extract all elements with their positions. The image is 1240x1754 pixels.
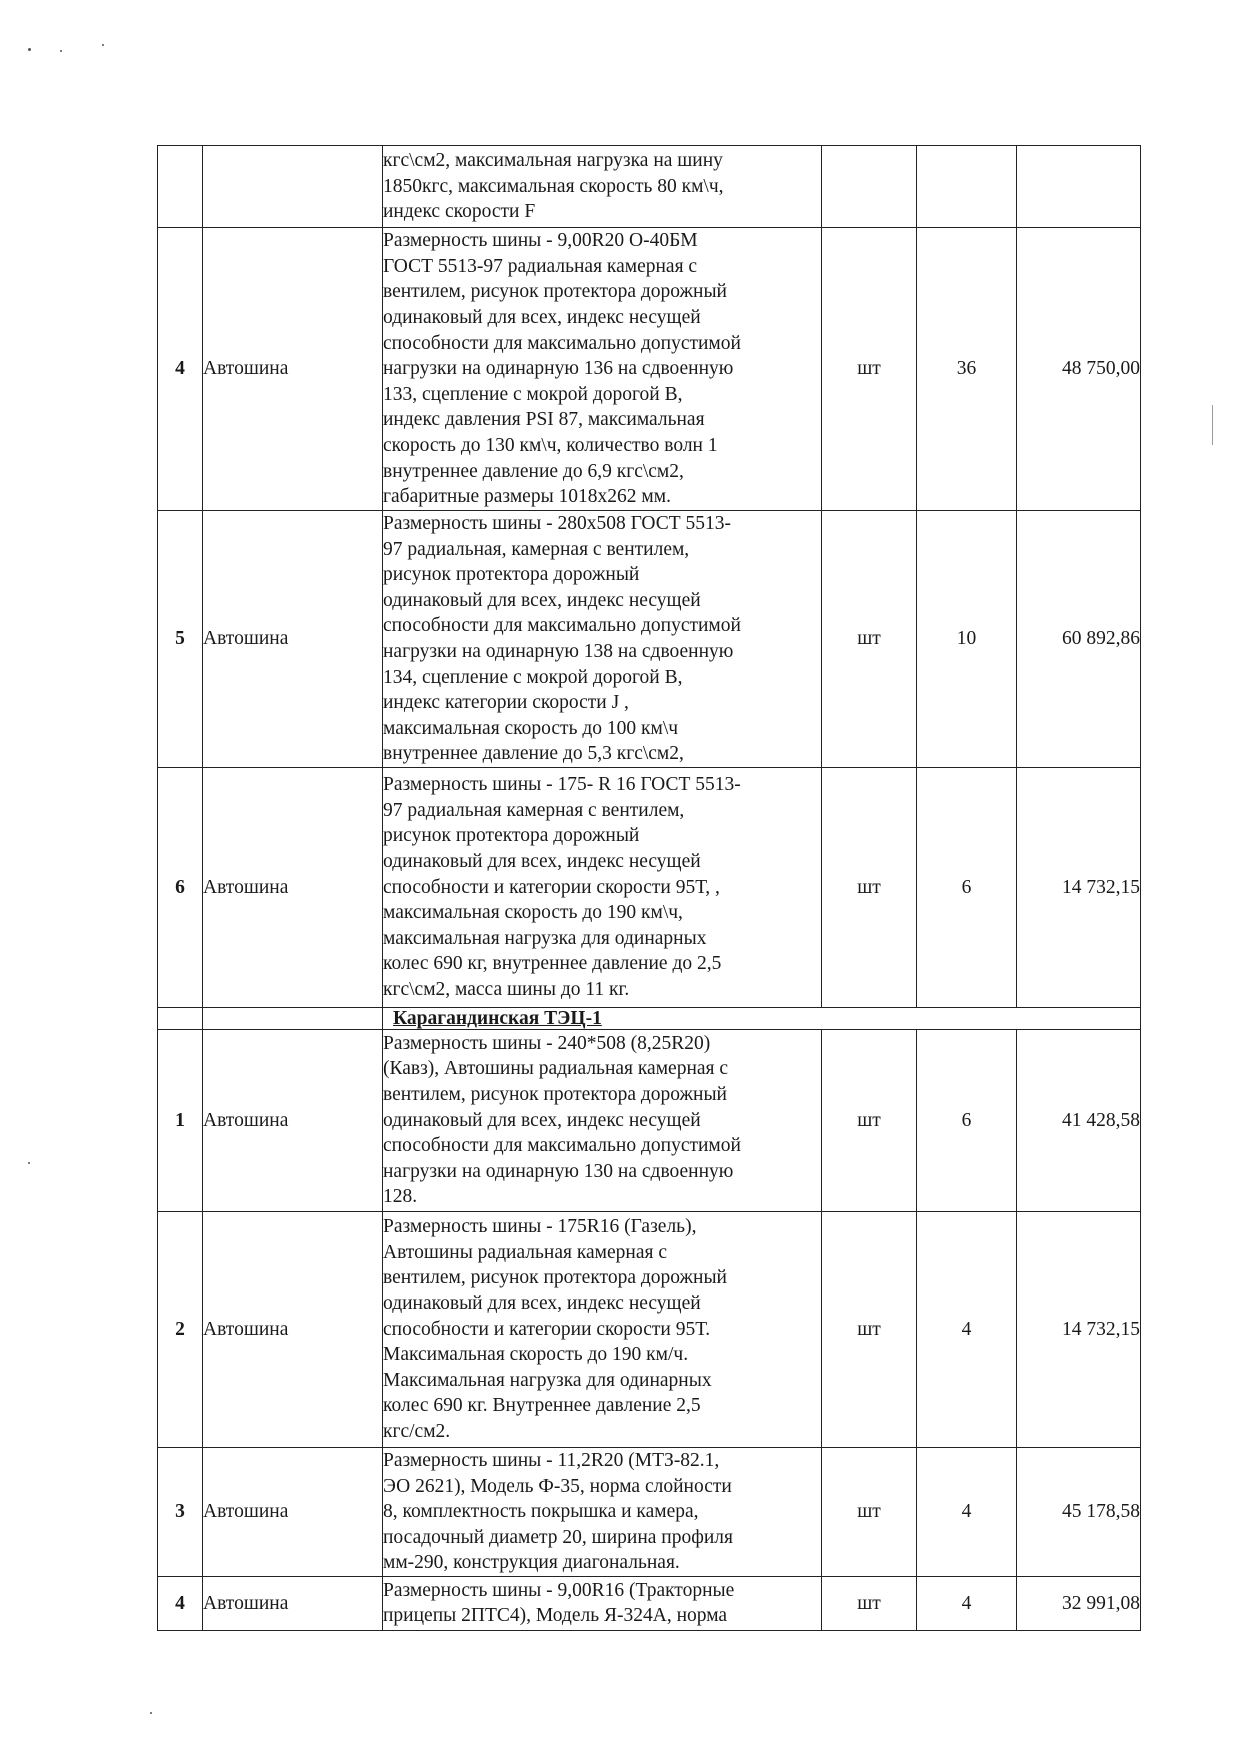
quantity: 6: [917, 1029, 1017, 1211]
description-text: кгс\см2, максимальная нагрузка на шину 1850кгс, максимальная скорость 80 км\ч, индекс скорости F: [383, 150, 724, 223]
section-header-row: [158, 1007, 1141, 1029]
unit-of-measure: шт: [822, 1447, 917, 1576]
table-row: [158, 1211, 1141, 1447]
product-name: Автошина: [203, 228, 383, 511]
unit-of-measure: шт: [822, 1211, 917, 1447]
unit-price: 41 428,58: [1017, 1029, 1141, 1211]
quantity: 6: [917, 767, 1017, 1007]
unit-price: 60 892,86: [1017, 511, 1141, 768]
description-text: Размерность шины - 280х508 ГОСТ 5513- 97 радиальная, камерная с вентилем, рисунок протектора дорожный одинаковый для всех, индекс несущей способности для максимально допустимой нагрузки на одинарную 138 на сдвоенную 134, сцепление с мокрой дорогой В, индекс категории скорости J , максимальная скорость до 100 км\ч внутреннее давление до 5,3 кгс\см2,: [383, 513, 741, 765]
description-text: Размерность шины - 175- R 16 ГОСТ 5513- 97 радиальная камерная с вентилем, рисунок протектора дорожный одинаковый для всех, индекс несущей способности и категории скорости 95Т, , максимальная скорость до 190 км\ч, максимальная нагрузка для одинарных колес 690 кг, внутреннее давление до 2,5 кгс\см2, масса шины до 11 кг.: [383, 774, 741, 1001]
unit-of-measure: шт: [822, 767, 917, 1007]
section-title: Карагандинская ТЭЦ-1: [383, 1007, 1141, 1029]
unit-of-measure: [822, 146, 917, 228]
product-name: Автошина: [203, 511, 383, 768]
table-row: [158, 767, 1141, 1007]
scan-speck: [150, 1712, 152, 1714]
scan-speck: [28, 1162, 30, 1164]
unit-price: 32 991,08: [1017, 1576, 1141, 1630]
quantity: 10: [917, 511, 1017, 768]
unit-of-measure: шт: [822, 1029, 917, 1211]
row-number: 2: [158, 1211, 203, 1447]
product-description: [383, 1576, 822, 1630]
description-text: Размерность шины - 9,00R16 (Тракторные прицепы 2ПТС4), Модель Я-324А, норма: [383, 1579, 735, 1627]
scan-speck: [60, 50, 62, 52]
row-number: 6: [158, 767, 203, 1007]
table-row: [158, 228, 1141, 511]
product-description: [383, 1211, 822, 1447]
row-number: 4: [158, 228, 203, 511]
row-number: 5: [158, 511, 203, 768]
product-name: Автошина: [203, 1576, 383, 1630]
description-text: Размерность шины - 9,00R20 О-40БМ ГОСТ 5513-97 радиальная камерная с вентилем, рисунок протектора дорожный одинаковый для всех, индекс несущей способности для максимально допустимой нагрузки на одинарную 136 на сдвоенную 133, сцепление с мокрой дорогой В, индекс давления PSI 87, максимальная скорость до 130 км\ч, количество волн 1 внутреннее давление до 6,9 кгс\см2, габаритные размеры 1018х262 мм.: [383, 230, 741, 508]
unit-of-measure: шт: [822, 511, 917, 768]
unit-of-measure: шт: [822, 1576, 917, 1630]
quantity: 4: [917, 1211, 1017, 1447]
unit-price: [1017, 146, 1141, 228]
specification-table: [157, 145, 1141, 1631]
description-text: Размерность шины - 240*508 (8,25R20) (Кавз), Автошины радиальная камерная с вентилем, рисунок протектора дорожный одинаковый для всех, индекс несущей способности для максимально допустимой нагрузки на одинарную 130 на сдвоенную 128.: [383, 1032, 741, 1208]
quantity: 36: [917, 228, 1017, 511]
quantity: [917, 146, 1017, 228]
specification-table-body: [158, 146, 1141, 1631]
scan-speck: [102, 44, 104, 46]
scan-margin-mark: [1212, 405, 1213, 445]
unit-price: 48 750,00: [1017, 228, 1141, 511]
product-description: [383, 1029, 822, 1211]
product-description: [383, 767, 822, 1007]
scan-speck: [28, 48, 31, 51]
product-name: [203, 146, 383, 228]
product-name: Автошина: [203, 1029, 383, 1211]
table-row: [158, 1447, 1141, 1576]
row-number: 3: [158, 1447, 203, 1576]
unit-price: 14 732,15: [1017, 767, 1141, 1007]
row-number: 1: [158, 1029, 203, 1211]
unit-price: 45 178,58: [1017, 1447, 1141, 1576]
table-row: [158, 146, 1141, 228]
row-name: [203, 1007, 383, 1029]
product-name: Автошина: [203, 767, 383, 1007]
table-row: [158, 1029, 1141, 1211]
product-description: [383, 146, 822, 228]
product-description: [383, 1447, 822, 1576]
product-description: [383, 511, 822, 768]
row-number: [158, 146, 203, 228]
description-text: Размерность шины - 175R16 (Газель), Автошины радиальная камерная с вентилем, рисунок протектора дорожный одинаковый для всех, индекс несущей способности и категории скорости 95Т. Максимальная скорость до 190 км/ч. Максимальная нагрузка для одинарных колес 690 кг. Внутреннее давление 2,5 кгс/см2.: [383, 1216, 727, 1443]
product-name: Автошина: [203, 1211, 383, 1447]
quantity: 4: [917, 1576, 1017, 1630]
product-name: Автошина: [203, 1447, 383, 1576]
unit-of-measure: шт: [822, 228, 917, 511]
table-row: [158, 1576, 1141, 1630]
product-description: [383, 228, 822, 511]
row-number: 4: [158, 1576, 203, 1630]
quantity: 4: [917, 1447, 1017, 1576]
table-row: [158, 511, 1141, 768]
row-number: [158, 1007, 203, 1029]
unit-price: 14 732,15: [1017, 1211, 1141, 1447]
description-text: Размерность шины - 11,2R20 (МТЗ-82.1, ЭО 2621), Модель Ф-35, норма слойности 8, комплектность покрышка и камера, посадочный диаметр 20, ширина профиля мм-290, конструкция диагональная.: [383, 1449, 733, 1574]
